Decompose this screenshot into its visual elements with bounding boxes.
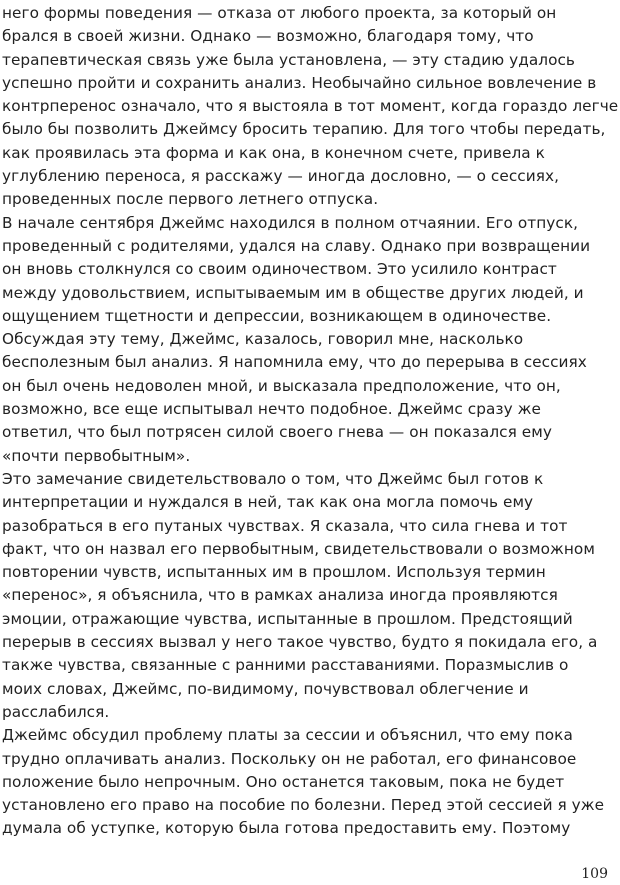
text-line: «перенос», я объяснила, что в рамках анализа иногда проявляются [2, 586, 558, 605]
text-line: между удовольствием, испытываемым им в обществе других людей, и [2, 283, 584, 302]
text-line: Джеймс обсудил проблему платы за сессии и объяснил, что ему пока [2, 726, 573, 745]
text-line: думала об уступке, которую была готова предоставить ему. Поэтому [2, 819, 571, 838]
body-text [2, 2, 619, 841]
text-line: проведенных после первого летнего отпуска. [2, 190, 379, 209]
text-line: возможно, все еще испытывал нечто подобное. Джеймс сразу же [2, 400, 541, 419]
text-line: положение было непрочным. Оно останется таковым, пока не будет [2, 772, 565, 791]
page-number: 109 [581, 866, 608, 882]
text-line: эмоции, отражающие чувства, испытанные в прошлом. Предстоящий [2, 609, 573, 628]
text-line: В начале сентября Джеймс находился в полном отчаянии. Его отпуск, [2, 213, 579, 232]
text-line: моих словах, Джеймс, по-видимому, почувствовал облегчение и [2, 679, 529, 698]
text-line: успешно пройти и сохранить анализ. Необычайно сильное вовлечение в [2, 73, 597, 92]
text-line: Это замечание свидетельствовало о том, что Джеймс был готов к [2, 469, 544, 488]
text-line: перерыв в сессиях вызвал у него такое чувство, будто я покидала его, а [2, 633, 598, 652]
text-line: интерпретации и нуждался в ней, так как она могла помочь ему [2, 493, 534, 512]
text-line: было бы позволить Джеймсу бросить терапию. Для того чтобы передать, [2, 120, 606, 139]
text-line: проведенный с родителями, удался на славу. Однако при возвращении [2, 236, 591, 255]
text-line: него формы поведения — отказа от любого проекта, за который он [2, 4, 557, 22]
text-line: бесполезным был анализ. Я напомнила ему, что до перерыва в сессиях [2, 353, 587, 372]
text-line: «почти первобытным». [2, 446, 191, 465]
text-line: разобраться в его путаных чувствах. Я сказала, что сила гнева и тот [2, 516, 568, 535]
text-line: ответил, что был потрясен силой своего гнева — он показался ему [2, 423, 552, 442]
text-line: он был очень недоволен мной, и высказала предположение, что он, [2, 376, 561, 395]
text-line: трудно оплачивать анализ. Поскольку он не работал, его финансовое [2, 749, 577, 768]
text-line: он вновь столкнулся со своим одиночеством. Это усилило контраст [2, 260, 557, 279]
text-line: повторении чувств, испытанных им в прошлом. Используя термин [2, 563, 546, 582]
text-line: как проявилась эта форма и как она, в конечном счете, привела к [2, 143, 545, 162]
text-line: факт, что он назвал его первобытным, свидетельствовали о возможном [2, 539, 595, 558]
text-line: брался в своей жизни. Однако — возможно, благодаря тому, что [2, 27, 534, 46]
text-line: контрперенос означало, что я выстояла в тот момент, когда гораздо легче [2, 97, 619, 116]
text-line: углублению переноса, я расскажу — иногда дословно, — о сессиях, [2, 167, 560, 186]
text-line: Обсуждая эту тему, Джеймс, казалось, говорил мне, насколько [2, 330, 524, 349]
text-line: установлено его право на пособие по болезни. Перед этой сессией я уже [2, 796, 605, 815]
text-line: ощущением тщетности и депрессии, возникающем в одиночестве. [2, 306, 552, 325]
text-line: расслабился. [2, 702, 110, 721]
text-line: терапевтическая связь уже была установлена, — эту стадию удалось [2, 50, 576, 69]
text-line: также чувства, связанные с ранними расставаниями. Поразмыслив о [2, 656, 569, 675]
